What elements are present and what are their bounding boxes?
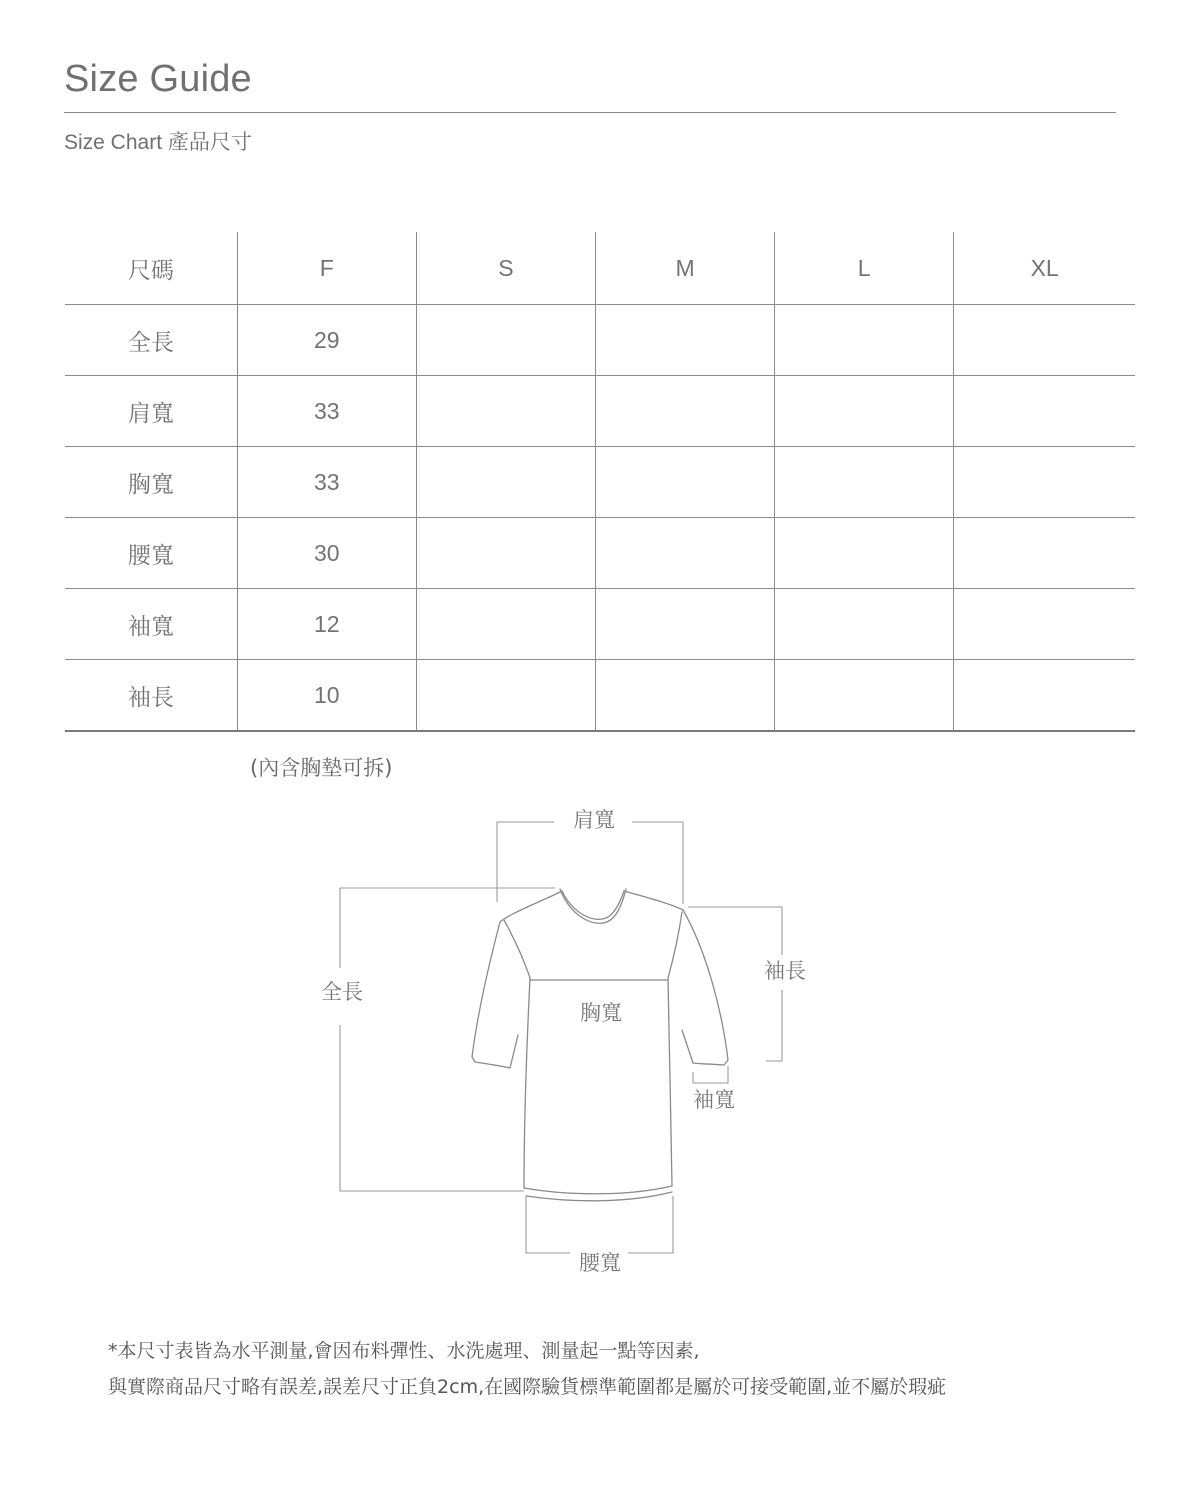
table-cell: 33 — [237, 447, 416, 518]
size-header-l: L — [775, 232, 954, 305]
table-cell — [595, 660, 774, 732]
table-cell — [775, 518, 954, 589]
table-cell — [775, 376, 954, 447]
table-row — [65, 660, 1135, 732]
measurement-lines — [340, 822, 782, 1253]
table-cell — [595, 447, 774, 518]
size-table — [65, 232, 1135, 732]
row-label: 袖寬 — [65, 589, 237, 660]
table-cell — [775, 589, 954, 660]
sleeve-width-label: 袖寬 — [693, 1088, 735, 1112]
row-label: 腰寬 — [65, 518, 237, 589]
table-row — [65, 518, 1135, 589]
table-cell — [416, 447, 595, 518]
table-row — [65, 376, 1135, 447]
row-label: 胸寬 — [65, 447, 237, 518]
size-header-xl: XL — [954, 232, 1135, 305]
full-length-label: 全長 — [321, 980, 363, 1004]
table-cell — [595, 518, 774, 589]
size-header-s: S — [416, 232, 595, 305]
table-cell — [416, 589, 595, 660]
table-cell — [954, 305, 1135, 376]
row-label: 全長 — [65, 305, 237, 376]
disclaimer-line-1: *本尺寸表皆為水平測量,會因布料彈性、水洗處理、測量起一點等因素, — [108, 1340, 700, 1362]
row-label: 袖長 — [65, 660, 237, 732]
size-corner-label: 尺碼 — [65, 232, 237, 305]
table-cell — [954, 518, 1135, 589]
table-cell — [416, 376, 595, 447]
table-cell — [954, 660, 1135, 732]
table-cell — [595, 305, 774, 376]
removable-pad-note: (內含胸墊可拆) — [250, 756, 393, 780]
table-cell: 12 — [237, 589, 416, 660]
table-cell — [954, 589, 1135, 660]
size-header-f: F — [237, 232, 416, 305]
table-cell — [954, 376, 1135, 447]
table-row — [65, 305, 1135, 376]
page-title: Size Guide — [64, 58, 252, 100]
table-cell: 10 — [237, 660, 416, 732]
table-cell — [775, 305, 954, 376]
table-cell — [416, 518, 595, 589]
table-cell: 33 — [237, 376, 416, 447]
table-cell — [416, 660, 595, 732]
shoulder-width-label: 肩寬 — [573, 808, 615, 832]
table-cell — [775, 660, 954, 732]
table-cell — [595, 376, 774, 447]
size-header-m: M — [595, 232, 774, 305]
table-cell — [595, 589, 774, 660]
sleeve-length-label: 袖長 — [764, 959, 806, 983]
table-cell — [416, 305, 595, 376]
dress-outline — [472, 889, 728, 1201]
table-cell: 30 — [237, 518, 416, 589]
table-row — [65, 447, 1135, 518]
table-header-row — [65, 232, 1135, 305]
garment-measurement-diagram — [0, 790, 1200, 1290]
page-subtitle: Size Chart 產品尺寸 — [64, 131, 252, 154]
waist-width-label: 腰寬 — [579, 1251, 621, 1275]
title-divider — [64, 112, 1116, 113]
table-cell — [775, 447, 954, 518]
table-cell — [954, 447, 1135, 518]
table-row — [65, 589, 1135, 660]
chest-width-label: 胸寬 — [580, 1001, 622, 1025]
row-label: 肩寬 — [65, 376, 237, 447]
disclaimer-line-2: 與實際商品尺寸略有誤差,誤差尺寸正負2cm,在國際驗貨標準範圍都是屬於可接受範圍,並不屬於瑕疵 — [108, 1376, 947, 1398]
table-cell: 29 — [237, 305, 416, 376]
